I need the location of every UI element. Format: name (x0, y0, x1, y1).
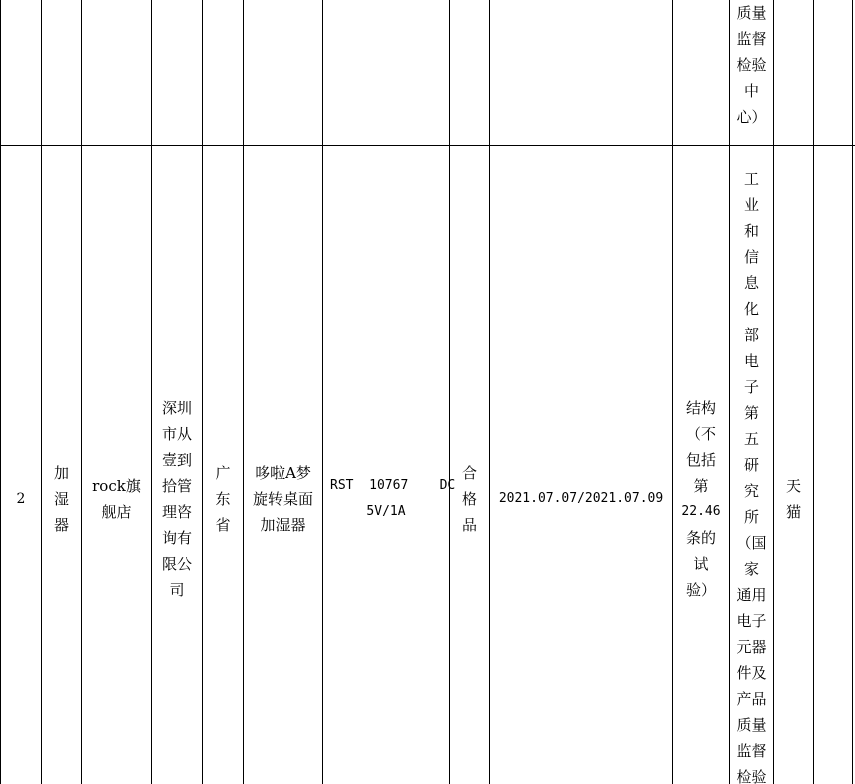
text-fragment: 验） (685, 581, 716, 599)
text-fragment: （国 (736, 534, 767, 552)
text-fragment: 询有 (161, 529, 192, 547)
text-fragment: RST 10767 DC (330, 478, 456, 493)
text-fragment: 质量 (736, 716, 767, 734)
column-divider (813, 0, 814, 784)
text-fragment: 合 (461, 464, 477, 482)
text-fragment: 品 (461, 516, 477, 534)
column-divider (449, 0, 450, 784)
text-fragment: 业 (743, 196, 759, 214)
company-name-cell (152, 395, 202, 603)
text-fragment: 市从 (161, 425, 192, 443)
text-fragment: 中 (743, 82, 759, 100)
upper-inspector-cell (730, 0, 773, 130)
inspection-agency-cell (730, 166, 773, 784)
text-fragment: 监督 (736, 30, 767, 48)
text-fragment: 信 (743, 248, 759, 266)
text-fragment: 监督 (736, 742, 767, 760)
text-fragment: 天 (785, 477, 801, 495)
text-fragment: 拾管 (161, 477, 192, 495)
column-divider (672, 0, 673, 784)
text-fragment: 旋转桌面 (252, 490, 313, 508)
table-border-right (852, 0, 853, 784)
text-fragment: 息 (743, 274, 759, 292)
text-fragment: 哆啦A梦 (255, 464, 311, 482)
text-fragment: 理咨 (161, 503, 192, 521)
text-fragment: 深圳 (161, 399, 192, 417)
text-fragment: 广 (215, 464, 231, 482)
text-fragment: 元器 (736, 638, 767, 656)
text-fragment: 22.46 (681, 504, 721, 519)
text-fragment: 东 (215, 490, 231, 508)
text-fragment: 电 (743, 352, 759, 370)
text-fragment: 格 (461, 490, 477, 508)
column-divider (322, 0, 323, 784)
text-fragment: 试 (693, 555, 709, 573)
text-fragment: 加湿器 (260, 516, 306, 534)
text-fragment: 条的 (685, 529, 716, 547)
text-fragment: 结构 (685, 399, 716, 417)
platform-cell (774, 473, 813, 525)
text-fragment: 电子 (736, 612, 767, 630)
text-fragment: 子 (743, 378, 759, 396)
province-cell (203, 460, 243, 538)
product-name-cell (244, 460, 322, 538)
text-fragment: 通用 (736, 586, 767, 604)
column-divider (489, 0, 490, 784)
text-fragment: 五 (743, 430, 759, 448)
text-fragment: 舰店 (101, 503, 132, 521)
text-fragment: 检验 (736, 56, 767, 74)
column-divider (773, 0, 774, 784)
product-category-cell (42, 460, 81, 538)
text-fragment: 湿 (53, 490, 69, 508)
text-fragment: 件及 (736, 664, 767, 682)
text-fragment: 心） (736, 108, 767, 126)
text-fragment: 省 (215, 516, 231, 534)
text-fragment: 究 (743, 482, 759, 500)
sampling-date-cell: 2021.07.07/2021.07.09 (498, 491, 664, 506)
text-fragment: 和 (743, 222, 759, 240)
text-fragment: 部 (743, 326, 759, 344)
text-fragment: 化 (743, 300, 759, 318)
text-fragment: （不 (685, 425, 716, 443)
text-fragment: 5V/1A (366, 504, 406, 519)
store-name-cell (82, 473, 151, 525)
table-border-left (0, 0, 1, 784)
text-fragment: rock旗 (92, 477, 141, 495)
text-fragment: 所 (743, 508, 759, 526)
text-fragment: 产品 (736, 690, 767, 708)
text-fragment: 猫 (785, 503, 801, 521)
text-fragment: 包括 (685, 451, 716, 469)
text-fragment: 第 (743, 404, 759, 422)
column-divider (243, 0, 244, 784)
column-divider (151, 0, 152, 784)
text-fragment: 加 (53, 464, 69, 482)
column-divider (81, 0, 82, 784)
text-fragment: 家 (743, 560, 759, 578)
text-fragment: 检验 (736, 768, 767, 784)
text-fragment: 研 (743, 456, 759, 474)
text-fragment: 壹到 (161, 451, 192, 469)
text-fragment: 工 (743, 170, 759, 188)
text-fragment: 司 (169, 581, 185, 599)
row-index-cell: 2 (16, 491, 26, 507)
text-fragment: 限公 (161, 555, 192, 573)
text-fragment: 质量 (736, 4, 767, 22)
spec-model-cell (323, 473, 456, 525)
column-divider (202, 0, 203, 784)
text-fragment: 器 (53, 516, 69, 534)
row-divider (0, 145, 855, 146)
result-cell (450, 460, 489, 538)
text-fragment: 第 (693, 477, 709, 495)
column-divider (41, 0, 42, 784)
remark-cell (673, 395, 729, 603)
